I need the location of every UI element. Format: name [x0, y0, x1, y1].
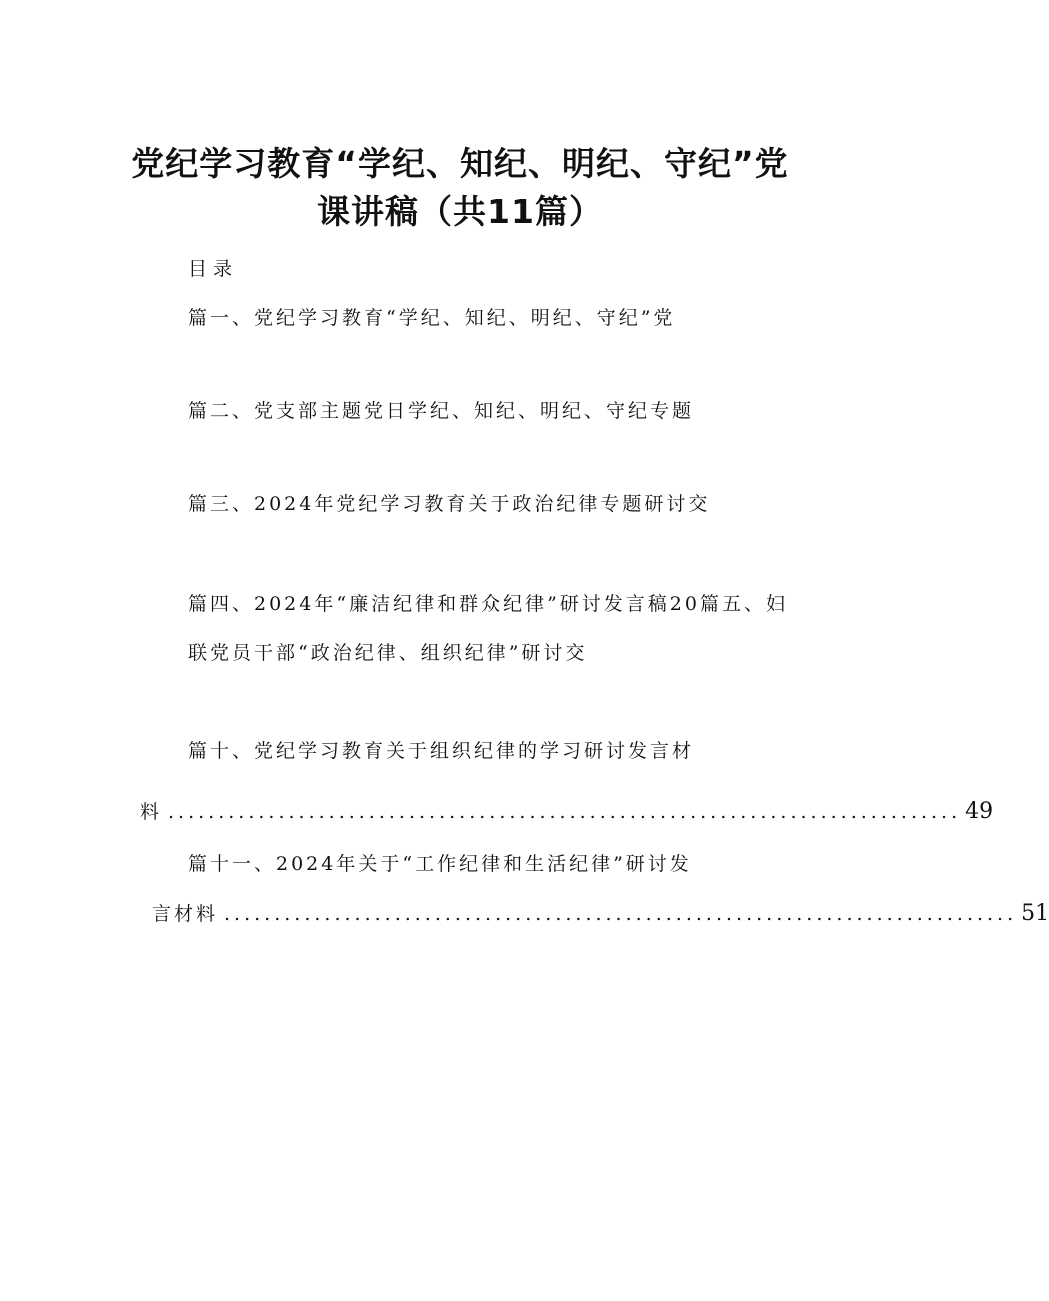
toc-entry-4: 篇四、2024年“廉洁纪律和群众纪律”研讨发言稿20篇五、妇 — [188, 593, 788, 615]
toc-entry-11-leader-line — [152, 901, 1049, 926]
dot-leader: ............................................................................... — [224, 903, 1018, 925]
toc-entry-3: 篇三、2024年党纪学习教育关于政治纪律专题研讨交 — [188, 493, 711, 515]
toc-entry-4-continued: 联党员干部“政治纪律、组织纪律”研讨交 — [188, 642, 588, 664]
dot-leader: ............................................................................... — [168, 801, 962, 823]
page-number: 51 — [1021, 901, 1049, 926]
document-title-line-1: 党纪学习教育“学纪、知纪、明纪、守纪”党 — [131, 144, 789, 183]
document-title-line-2: 课讲稿（共11篇） — [317, 192, 603, 231]
toc-entry-1: 篇一、党纪学习教育“学纪、知纪、明纪、守纪”党 — [188, 307, 676, 329]
page-number: 49 — [965, 799, 994, 824]
toc-entry-10-tail: 料 — [140, 801, 163, 823]
toc-entry-10: 篇十、党纪学习教育关于组织纪律的学习研讨发言材 — [188, 740, 695, 762]
toc-entry-2: 篇二、党支部主题党日学纪、知纪、明纪、守纪专题 — [188, 400, 695, 422]
toc-heading: 目录 — [188, 258, 239, 280]
toc-entry-11-tail: 言材料 — [152, 903, 219, 925]
toc-entry-11: 篇十一、2024年关于“工作纪律和生活纪律”研讨发 — [188, 853, 692, 875]
toc-entry-10-leader-line — [140, 799, 994, 824]
